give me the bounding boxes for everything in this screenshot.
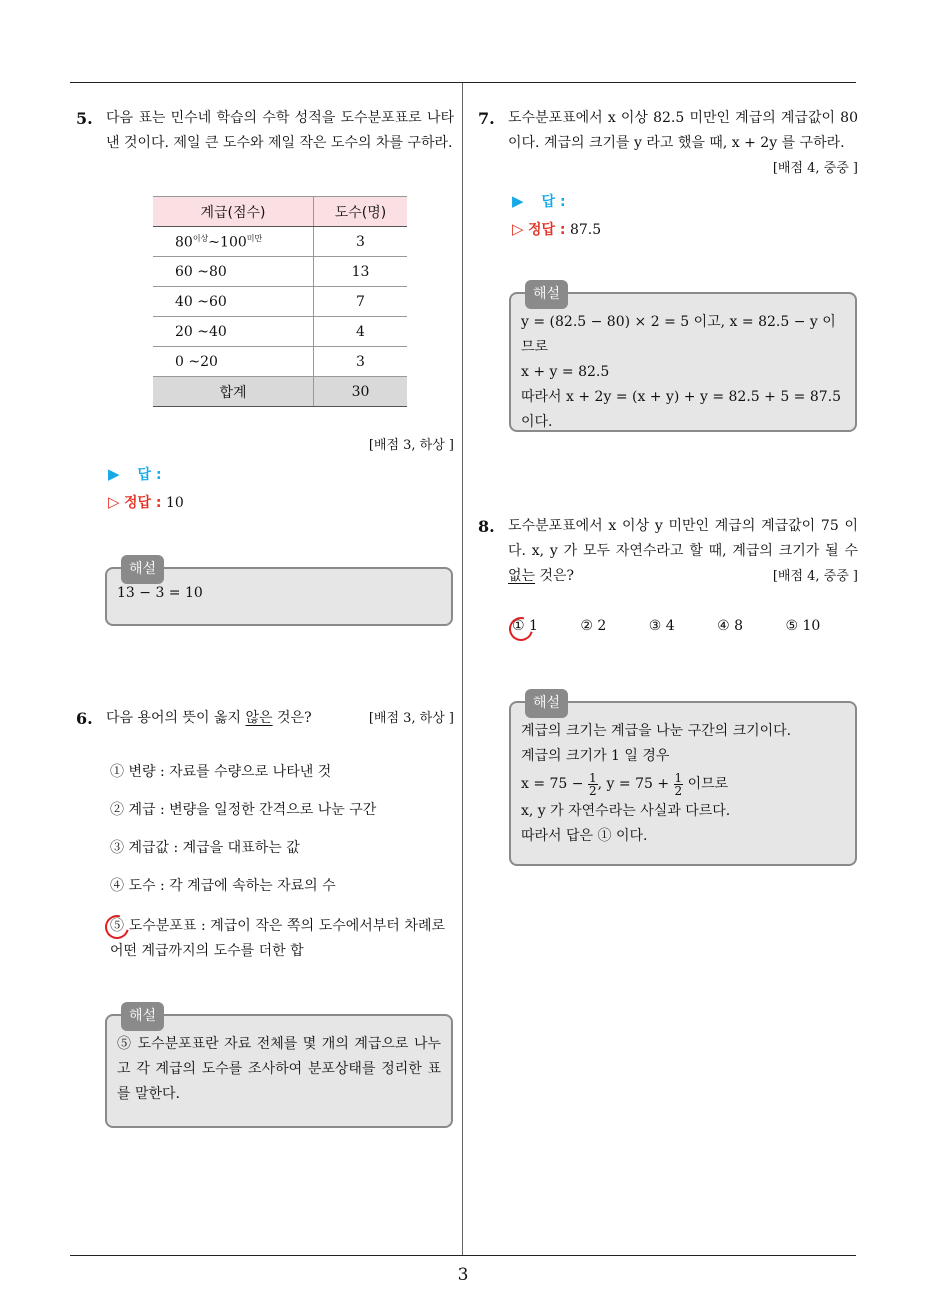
class-cell: 40 ~60 xyxy=(153,287,314,317)
top-rule xyxy=(70,82,856,83)
table-row xyxy=(153,227,407,257)
count-cell: 7 xyxy=(314,287,408,317)
explanation-text: 13 − 3 = 10 xyxy=(117,585,203,601)
explanation-box-5 xyxy=(105,561,453,626)
answer-label: 답 : xyxy=(137,467,162,483)
frequency-table xyxy=(153,196,407,407)
correct-value: 87.5 xyxy=(569,222,602,238)
choice-2[interactable]: ② 계급 : 변량을 일정한 간격으로 나눈 구간 xyxy=(110,802,377,818)
class-cell: 0 ~20 xyxy=(153,347,314,377)
explanation-box-7 xyxy=(509,286,857,432)
play-icon: ▶ xyxy=(108,465,120,483)
question-number: 5. xyxy=(76,109,93,128)
question-8 xyxy=(478,514,858,589)
count-cell: 3 xyxy=(314,347,408,377)
choice-list xyxy=(512,618,858,634)
answer-line xyxy=(108,464,162,484)
explanation-tab: 해설 xyxy=(121,555,164,584)
question-number: 8. xyxy=(478,517,495,536)
column-header: 계급(점수) xyxy=(153,197,314,227)
table-row xyxy=(153,287,407,317)
score-meta: [배점 3, 하상 ] xyxy=(368,438,454,453)
total-value: 30 xyxy=(314,377,408,407)
table-row xyxy=(153,347,407,377)
choice-4[interactable]: ④ 도수 : 각 계급에 속하는 자료의 수 xyxy=(110,878,336,894)
choice-3[interactable]: ③ 4 xyxy=(648,618,675,634)
table-header-row xyxy=(153,197,407,227)
outline-triangle-icon: ▷ xyxy=(108,493,120,511)
correct-value: 10 xyxy=(165,495,184,511)
question-5-meta-row xyxy=(76,433,454,458)
choice-5[interactable]: ⑤ 도수분포표 : 계급이 작은 쪽의 도수에서부터 차례로 어떤 계급까지의 도수를 더한 합 xyxy=(110,918,445,959)
fraction: $\frac{1}{2}$ xyxy=(588,770,597,798)
question-text: 도수분포표에서 x 이상 82.5 미만인 계급의 계급값이 80 이다. 계급의 크기를 y 라고 했을 때, x + 2y 를 구하라. [배점 4, 중중 ] xyxy=(508,106,858,156)
explanation-tab: 해설 xyxy=(525,689,568,718)
question-5 xyxy=(76,106,454,156)
question-6 xyxy=(76,706,454,731)
question-text: 다음 표는 민수네 학습의 수학 성적을 도수분포표로 나타낸 것이다. 제일 큰 도수와 제일 작은 도수의 차를 구하라. xyxy=(106,110,454,151)
outline-triangle-icon: ▷ xyxy=(512,220,524,238)
explanation-line: 따라서 답은 ① 이다. xyxy=(521,828,648,844)
answer-line xyxy=(512,191,566,211)
play-icon: ▶ xyxy=(512,192,524,210)
choice-2[interactable]: ② 2 xyxy=(580,618,607,634)
count-cell: 3 xyxy=(314,227,408,257)
question-7 xyxy=(478,106,858,181)
bottom-rule xyxy=(70,1255,856,1256)
correct-answer-line xyxy=(512,219,601,239)
question-text: 도수분포표에서 x 이상 y 미만인 계급의 계급값이 75 이다. x, y 가 모두 자연수라고 할 때, 계급의 크기가 될 수 없는 것은? [배점 4, 중중 ] xyxy=(508,514,858,589)
explanation-tab: 해설 xyxy=(525,280,568,309)
total-label: 합계 xyxy=(153,377,314,407)
class-cell: 20 ~40 xyxy=(153,317,314,347)
choice-4[interactable]: ④ 8 xyxy=(717,618,744,634)
choice-1[interactable]: ① 1 xyxy=(512,618,538,634)
explanation-box-8 xyxy=(509,695,857,866)
column-header: 도수(명) xyxy=(314,197,408,227)
explanation-line: y = (82.5 − 80) × 2 = 5 이고, x = 82.5 − y 이므로 xyxy=(521,314,836,355)
answer-label: 답 : xyxy=(541,194,566,210)
class-cell: 60 ~80 xyxy=(153,257,314,287)
column-divider xyxy=(462,83,463,1255)
explanation-box-6 xyxy=(105,1008,453,1128)
choice-3[interactable]: ③ 계급값 : 계급을 대표하는 값 xyxy=(110,840,300,856)
explanation-line: x = 75 − $\frac{1}{2}$ , y = 75 + $\frac{1}{2}$ 이므로 xyxy=(521,770,729,798)
explanation-tab: 해설 xyxy=(121,1002,164,1031)
choice-1[interactable]: ① 변량 : 자료를 수량으로 나타낸 것 xyxy=(110,764,332,780)
question-number: 6. xyxy=(76,709,93,728)
explanation-line: 계급의 크기는 계급을 나눈 구간의 크기이다. xyxy=(521,723,792,739)
explanation-line: 계급의 크기가 1 일 경우 xyxy=(521,748,670,764)
score-meta: [배점 3, 하상 ] xyxy=(368,711,454,726)
table-row xyxy=(153,257,407,287)
count-cell: 4 xyxy=(314,317,408,347)
explanation-line: 따라서 x + 2y = (x + y) + y = 82.5 + 5 = 87.5 xyxy=(521,389,842,405)
table-total-row xyxy=(153,377,407,407)
correct-answer-line xyxy=(108,492,184,512)
score-meta: [배점 4, 중중 ] xyxy=(772,569,858,584)
explanation-line: 이다. xyxy=(521,414,553,430)
question-number: 7. xyxy=(478,109,495,128)
choice-5[interactable]: ⑤ 10 xyxy=(785,618,821,634)
question-text: 다음 용어의 뜻이 옳지 않은 것은? [배점 3, 하상 ] xyxy=(106,706,454,731)
page-number: 3 xyxy=(457,1265,469,1285)
fraction: $\frac{1}{2}$ xyxy=(674,770,683,798)
correct-label: 정답 : xyxy=(528,222,566,238)
explanation-line: x + y = 82.5 xyxy=(521,364,610,380)
score-meta: [배점 4, 중중 ] xyxy=(772,161,858,176)
table-row xyxy=(153,317,407,347)
explanation-text: ⑤ 도수분포표란 자료 전체를 몇 개의 계급으로 나누고 각 계급의 도수를 조사하여 분포상태를 정리한 표를 말한다. xyxy=(117,1036,441,1102)
class-cell: $80^{이상}\sim 100^{미만}$ xyxy=(153,227,314,257)
count-cell: 13 xyxy=(314,257,408,287)
explanation-line: x, y 가 자연수라는 사실과 다르다. xyxy=(521,803,731,819)
correct-label: 정답 : xyxy=(124,495,162,511)
